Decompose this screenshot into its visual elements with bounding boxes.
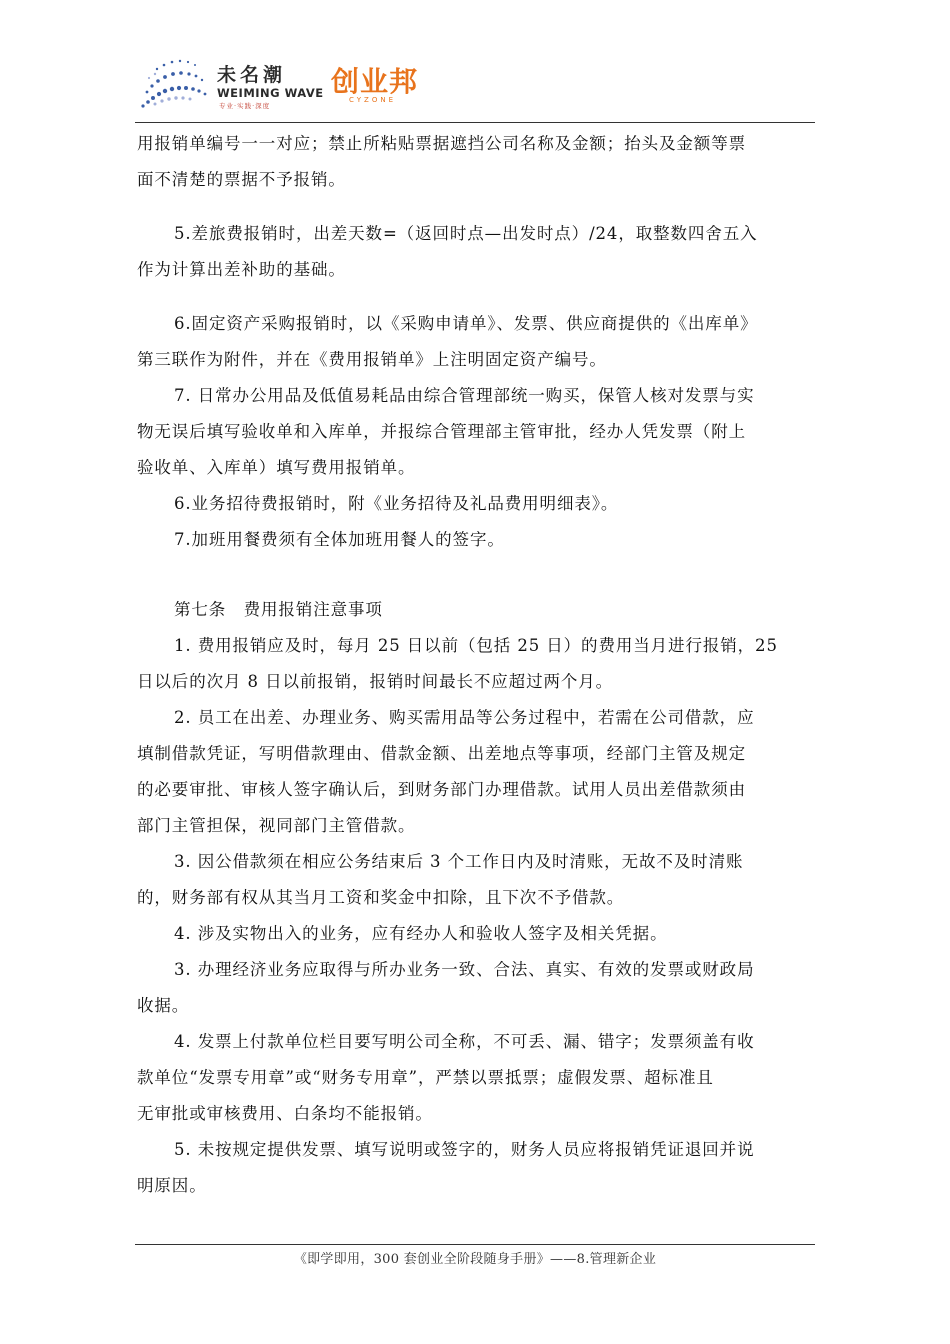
text-line: 第三联作为附件，并在《费用报销单》上注明固定资产编号。 (137, 350, 607, 369)
text-line: 4. 发票上付款单位栏目要写明公司全称，不可丢、漏、错字；发票须盖有收 (174, 1032, 755, 1051)
text-line: 的，财务部有权从其当月工资和奖金中扣除，且下次不予借款。 (137, 888, 625, 907)
document-body (137, 126, 817, 1204)
text-line: 6.业务招待费报销时，附《业务招待及礼品费用明细表》。 (174, 494, 619, 513)
text-line: 4. 涉及实物出入的业务，应有经办人和验收人签字及相关凭据。 (174, 924, 668, 943)
paragraph-loan-settlement (137, 844, 817, 916)
paragraph-valid-invoices (137, 952, 817, 1024)
footer-divider (135, 1244, 815, 1245)
text-line: 7. 日常办公用品及低值易耗品由综合管理部统一购买，保管人核对发票与实 (174, 386, 755, 405)
text-line: 7.加班用餐费须有全体加班用餐人的签字。 (174, 530, 505, 549)
paragraph-hospitality (137, 486, 817, 522)
paragraph-timeliness (137, 628, 817, 700)
paragraph-travel (137, 216, 817, 288)
paragraph-returns (137, 1132, 817, 1204)
text-line: 2. 员工在出差、办理业务、购买需用品等公务过程中，若需在公司借款，应 (174, 708, 755, 727)
paragraph-invoice-rules (137, 1024, 817, 1132)
text-line: 无审批或审核费用、白条均不能报销。 (137, 1104, 433, 1123)
paragraph-physical-goods (137, 916, 817, 952)
text-line: 日以后的次月 8 日以前报销，报销时间最长不应超过两个月。 (137, 672, 614, 691)
wave-logo-icon (135, 56, 213, 116)
cyzone-logo-sub: CYZONE (349, 96, 397, 104)
text-line: 作为计算出差补助的基础。 (137, 260, 346, 279)
text-line: 款单位“发票专用章”或“财务专用章”，严禁以票抵票；虚假发票、超标准且 (137, 1068, 714, 1087)
paragraph-receipts (137, 126, 817, 198)
text-line: 6.固定资产采购报销时，以《采购申请单》、发票、供应商提供的《出库单》 (174, 314, 758, 333)
text-line: 用报销单编号一一对应；禁止所粘贴票据遮挡公司名称及金额；抬头及金额等票 (137, 134, 746, 153)
text-line: 5. 未按规定提供发票、填写说明或签字的，财务人员应将报销凭证退回并说 (174, 1140, 755, 1159)
text-line: 1. 费用报销应及时，每月 25 日以前（包括 25 日）的费用当月进行报销，25 (174, 636, 778, 655)
paragraph-loans (137, 700, 817, 844)
logo-chinese-name: 未名潮 (217, 64, 287, 86)
text-line: 3. 因公借款须在相应公务结束后 3 个工作日内及时清账，无故不及时清账 (174, 852, 744, 871)
text-line: 验收单、入库单）填写费用报销单。 (137, 458, 416, 477)
paragraph-overtime-meals (137, 522, 817, 558)
text-line: 的必要审批、审核人签字确认后，到财务部门办理借款。试用人员出差借款须由 (137, 780, 746, 799)
paragraph-office-supplies (137, 378, 817, 486)
page-header (135, 48, 815, 122)
header-divider (135, 122, 815, 123)
text-line: 部门主管担保，视同部门主管借款。 (137, 816, 416, 835)
text-line: 5.差旅费报销时，出差天数=（返回时点—出发时点）/24，取整数四舍五入 (174, 224, 758, 243)
page-footer: 《即学即用，300 套创业全阶段随身手册》——8.管理新企业 (293, 1252, 657, 1267)
section-heading: 第七条 费用报销注意事项 (174, 600, 383, 619)
text-line: 3. 办理经济业务应取得与所办业务一致、合法、真实、有效的发票或财政局 (174, 960, 755, 979)
logo-english-name: WEIMING WAVE (217, 86, 324, 100)
logo-slogan: 专业·实践·深度 (219, 102, 271, 110)
paragraph-fixed-assets (137, 306, 817, 378)
text-line: 面不清楚的票据不予报销。 (137, 170, 346, 189)
text-line: 填制借款凭证，写明借款理由、借款金额、出差地点等事项，经部门主管及规定 (137, 744, 746, 763)
text-line: 物无误后填写验收单和入库单，并报综合管理部主管审批，经办人凭发票（附上 (137, 422, 746, 441)
text-line: 明原因。 (137, 1176, 207, 1195)
text-line: 收据。 (137, 996, 190, 1015)
cyzone-logo: 创业邦 (331, 65, 419, 98)
